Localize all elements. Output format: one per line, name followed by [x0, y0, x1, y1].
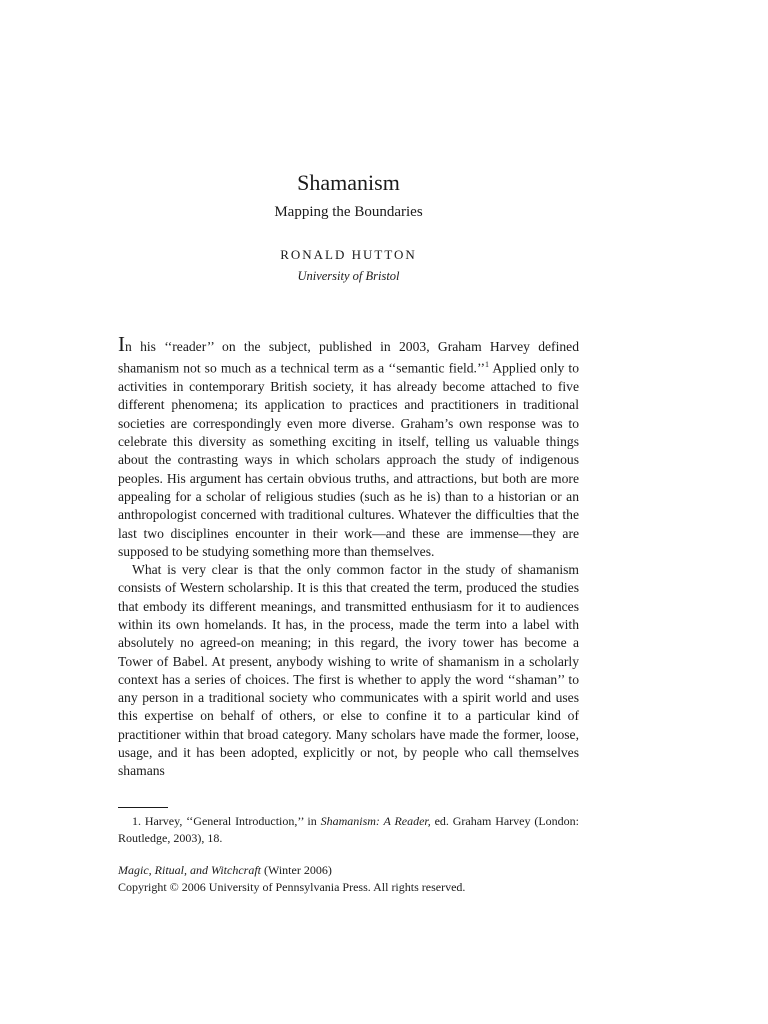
article-page	[118, 0, 579, 1024]
footnote-post: ed. Graham Harvey (London: Routledge, 2003), 18.	[118, 814, 579, 845]
article-subtitle: Mapping the Boundaries	[274, 204, 423, 220]
author-name: RONALD HUTTON	[280, 247, 417, 262]
footnote-rule	[118, 807, 168, 808]
paragraph-1	[118, 334, 579, 561]
paragraph-1-text: n his ‘‘reader’’ on the subject, published in 2003, Graham Harvey defined shamanism not so much as a technical term as a ‘‘semantic field.’’	[118, 339, 579, 376]
footnote	[118, 813, 579, 847]
footnote-marker: 1	[485, 360, 489, 370]
journal-issue: (Winter 2006)	[260, 863, 332, 877]
article-title: Shamanism	[297, 170, 400, 195]
footnote-book-title: Shamanism: A Reader,	[320, 814, 431, 828]
journal-info	[118, 862, 579, 896]
paragraph-1-tail: Applied only to activities in contemporary British society, it has already become attached to five different phenomena; its application to practices and practitioners in traditional societies are correspondingly even more diverse. Graham’s own response was to celebrate this diversity as something exciting in itself, telling us valuable things about the contrasting ways in which scholars approach the study of indigenous peoples. His argument has certain obvious truths, and attractions, but both are more appealing for a scholar of religious studies (such as he is) than to a historian or an anthropologist concerned with traditional cultures. Whatever the difficulties that the last two disciplines encounter in their work—and these are immense—they are supposed to be studying something more than themselves.	[118, 360, 579, 559]
journal-name: Magic, Ritual, and Witchcraft	[118, 863, 261, 877]
author-affiliation: University of Bristol	[297, 269, 400, 283]
copyright-line: Copyright © 2006 University of Pennsylvania Press. All rights reserved.	[118, 880, 466, 894]
footnote-pre: 1. Harvey, ‘‘General Introduction,’’ in	[132, 814, 321, 828]
paragraph-2: What is very clear is that the only common factor in the study of shamanism consists of Western scholarship. It is this that created the term, produced the studies that embody its different meanings, and transmitted enthusiasm for it to audiences within its own homelands. It has, in the process, made the term into a label with absolutely no agreed-on meaning; in this regard, the ivory tower has become a Tower of Babel. At present, anybody wishing to write of shamanism in a scholarly context has a series of choices. The first is whether to apply the word ‘‘shaman’’ to any person in a traditional society who communicates with a spirit world and uses this expertise on behalf of others, or else to confine it to a particular kind of practitioner within that broad category. Many scholars have made the former, loose, usage, and it has been adopted, explicitly or not, by people who call themselves shamans	[118, 562, 579, 779]
article-body	[118, 334, 579, 781]
drop-cap: I	[118, 332, 125, 356]
